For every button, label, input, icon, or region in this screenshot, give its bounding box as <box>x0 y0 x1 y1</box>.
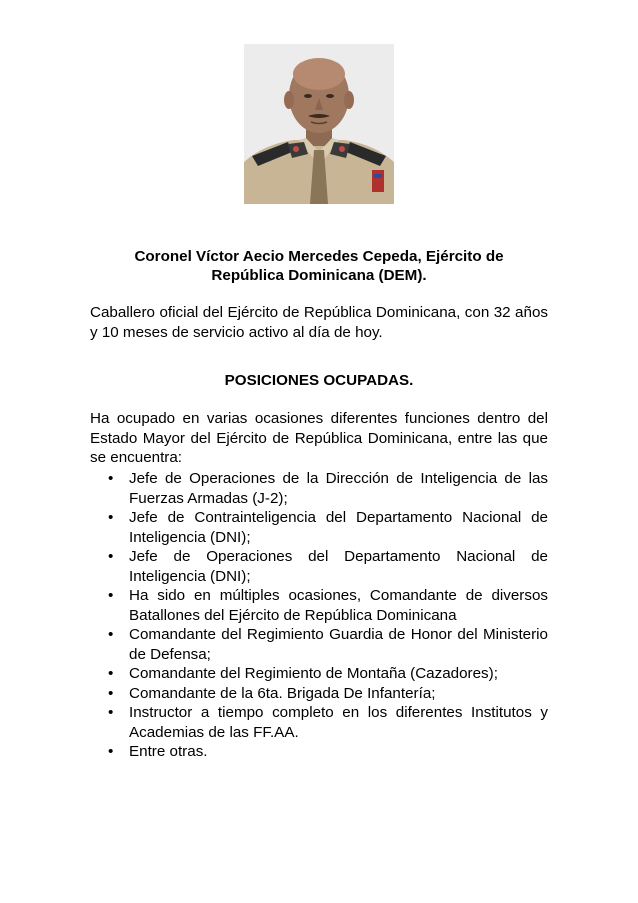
list-item <box>90 664 548 684</box>
positions-intro-paragraph: Ha ocupado en varias ocasiones diferentes funciones dentro del Estado Mayor del Ejército de República Dominicana, entre las que se encuentra: <box>90 410 548 466</box>
bullet-icon: • <box>108 684 114 702</box>
bullet-icon: • <box>108 665 114 682</box>
list-item-text: Entre otras. <box>129 743 208 760</box>
bullet-icon: • <box>108 743 114 760</box>
bullet-icon: • <box>108 470 114 487</box>
list-item-text: Comandante del Regimiento de Montaña (Cazadores); <box>129 665 498 682</box>
list-item-text: Comandante de la 6ta. Brigada De Infantería; <box>129 684 436 702</box>
list-item <box>90 469 548 508</box>
list-item <box>90 625 548 664</box>
list-item-text: Jefe de Contrainteligencia del Departamento Nacional de Inteligencia (DNI); <box>129 509 548 546</box>
intro-paragraph: Caballero oficial del Ejército de República Dominicana, con 32 años y 10 meses de servicio activo al día de hoy. <box>90 304 548 341</box>
portrait-photo <box>244 44 394 204</box>
list-item <box>90 684 548 704</box>
list-item <box>90 742 548 762</box>
list-item <box>90 703 548 742</box>
list-item <box>90 586 548 625</box>
title-line-2: República Dominicana (DEM). <box>211 267 427 284</box>
list-item <box>90 508 548 547</box>
title-line-1: Coronel Víctor Aecio Mercedes Cepeda, Ejército de <box>134 248 504 265</box>
bullet-icon: • <box>108 509 114 526</box>
document-title <box>90 247 548 285</box>
list-item-text: Ha sido en múltiples ocasiones, Comandante de diversos Batallones del Ejército de República Dominicana <box>129 587 548 624</box>
list-item-text: Jefe de Operaciones de la Dirección de Inteligencia de las Fuerzas Armadas (J-2); <box>129 470 548 507</box>
positions-heading: POSICIONES OCUPADAS. <box>224 372 414 389</box>
bullet-icon: • <box>108 587 114 604</box>
list-item-text: Comandante del Regimiento Guardia de Honor del Ministerio de Defensa; <box>129 626 548 663</box>
bullet-icon: • <box>108 704 114 721</box>
positions-list <box>90 469 548 762</box>
list-item-text: Instructor a tiempo completo en los diferentes Institutos y Academias de las FF.AA. <box>129 704 548 741</box>
portrait-image <box>244 44 394 204</box>
list-item <box>90 547 548 586</box>
bullet-icon: • <box>108 548 114 565</box>
bullet-icon: • <box>108 626 114 643</box>
list-item-text: Jefe de Operaciones del Departamento Nacional de Inteligencia (DNI); <box>129 548 548 585</box>
